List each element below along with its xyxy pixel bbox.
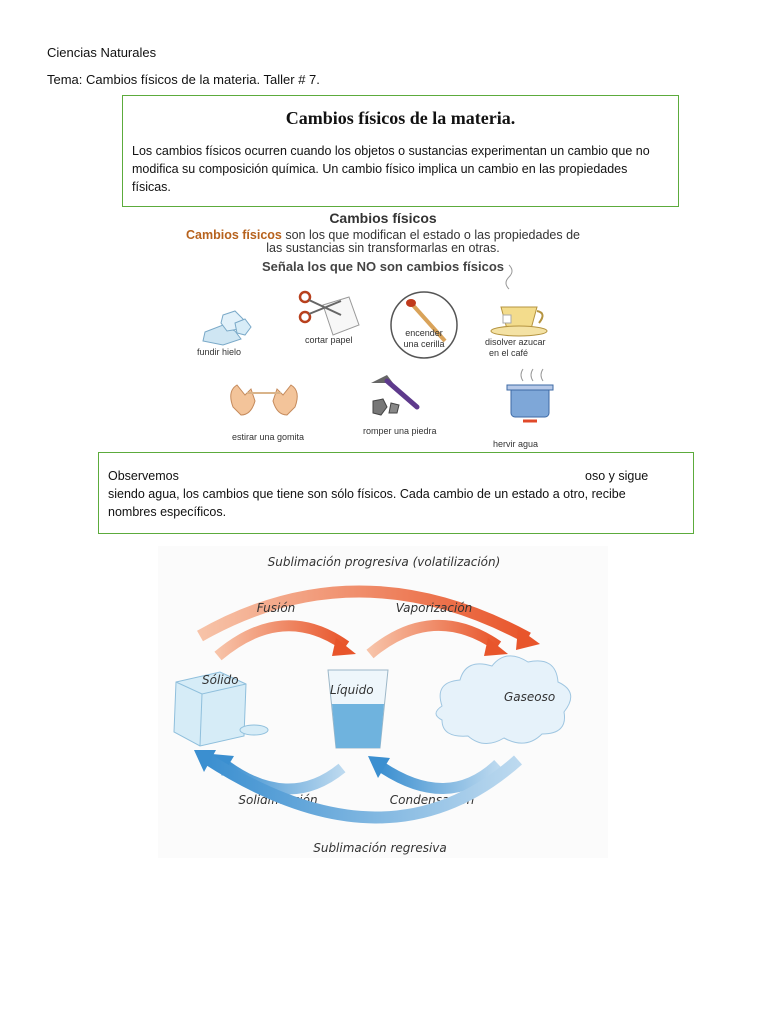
intro-line-3: físicas.	[132, 180, 171, 194]
intro-title: Cambios físicos de la materia.	[285, 108, 516, 128]
label-sublimation-progressive: Sublimación progresiva (volatilización)	[267, 555, 501, 569]
hammer-stone-icon	[371, 375, 417, 415]
intro-box	[122, 95, 679, 207]
physical-changes-svg	[183, 207, 586, 455]
label-hervir-agua: hervir agua	[493, 439, 539, 449]
label-romper-piedra: romper una piedra	[363, 426, 437, 436]
topic-heading: Tema: Cambios físicos de la materia. Taller # 7.	[47, 72, 320, 87]
label-vaporization: Vaporización	[395, 601, 473, 615]
figure1-definition-line-1: Cambios físicos son los que modifican el estado o las propiedades de	[186, 228, 580, 242]
physical-changes-figure	[183, 207, 586, 455]
observe-line-1-start: Observemos	[108, 469, 179, 483]
observe-line-1-end: oso y sigue	[585, 469, 649, 483]
states-cycle-svg	[158, 546, 608, 858]
observe-box	[98, 452, 694, 534]
label-encender-2: una cerilla	[403, 339, 445, 349]
label-solidification: Solidificación	[238, 793, 318, 807]
label-disolver-1: disolver azucar	[485, 337, 546, 347]
figure1-definition-line-2: las sustancias sin transformarlas en otras.	[266, 241, 500, 255]
states-cycle-figure	[158, 546, 608, 858]
coffee-cup-icon	[491, 265, 547, 336]
label-condensation: Condensación	[389, 793, 475, 807]
figure1-instruction: Señala los que NO son cambios físicos	[261, 259, 505, 274]
intro-line-1: Los cambios físicos ocurren cuando los objetos o sustancias experimentan un cambio que no	[132, 144, 650, 158]
state-solid: Sólido	[202, 673, 239, 687]
state-liquid: Líquido	[330, 683, 374, 697]
rubber-band-hands-icon	[231, 385, 298, 415]
ice-cubes-icon	[203, 311, 251, 345]
label-estirar-gomita: estirar una gomita	[232, 432, 305, 442]
label-cortar-papel: cortar papel	[305, 335, 353, 345]
observe-line-3: nombres específicos.	[108, 505, 227, 519]
label-sublimation-regressive: Sublimación regresiva	[313, 841, 447, 855]
figure1-title: Cambios físicos	[329, 210, 437, 226]
water-glass-liquid-icon	[328, 670, 388, 748]
observe-line-2: siendo agua, los cambios que tiene son sólo físicos. Cada cambio de un estado a otro, recibe	[108, 487, 626, 501]
subject-heading: Ciencias Naturales	[47, 45, 157, 60]
label-fundir-hielo: fundir hielo	[197, 347, 242, 357]
state-gas: Gaseoso	[504, 690, 556, 704]
label-fusion: Fusión	[256, 601, 296, 615]
scissors-icon	[300, 292, 359, 335]
label-disolver-2: en el café	[489, 348, 529, 358]
boiling-pot-icon	[507, 369, 553, 421]
intro-line-2: modifica su composición química. Un cambio físico implica un cambio en las propiedades	[132, 162, 628, 176]
label-encender-1: encender	[405, 328, 443, 338]
